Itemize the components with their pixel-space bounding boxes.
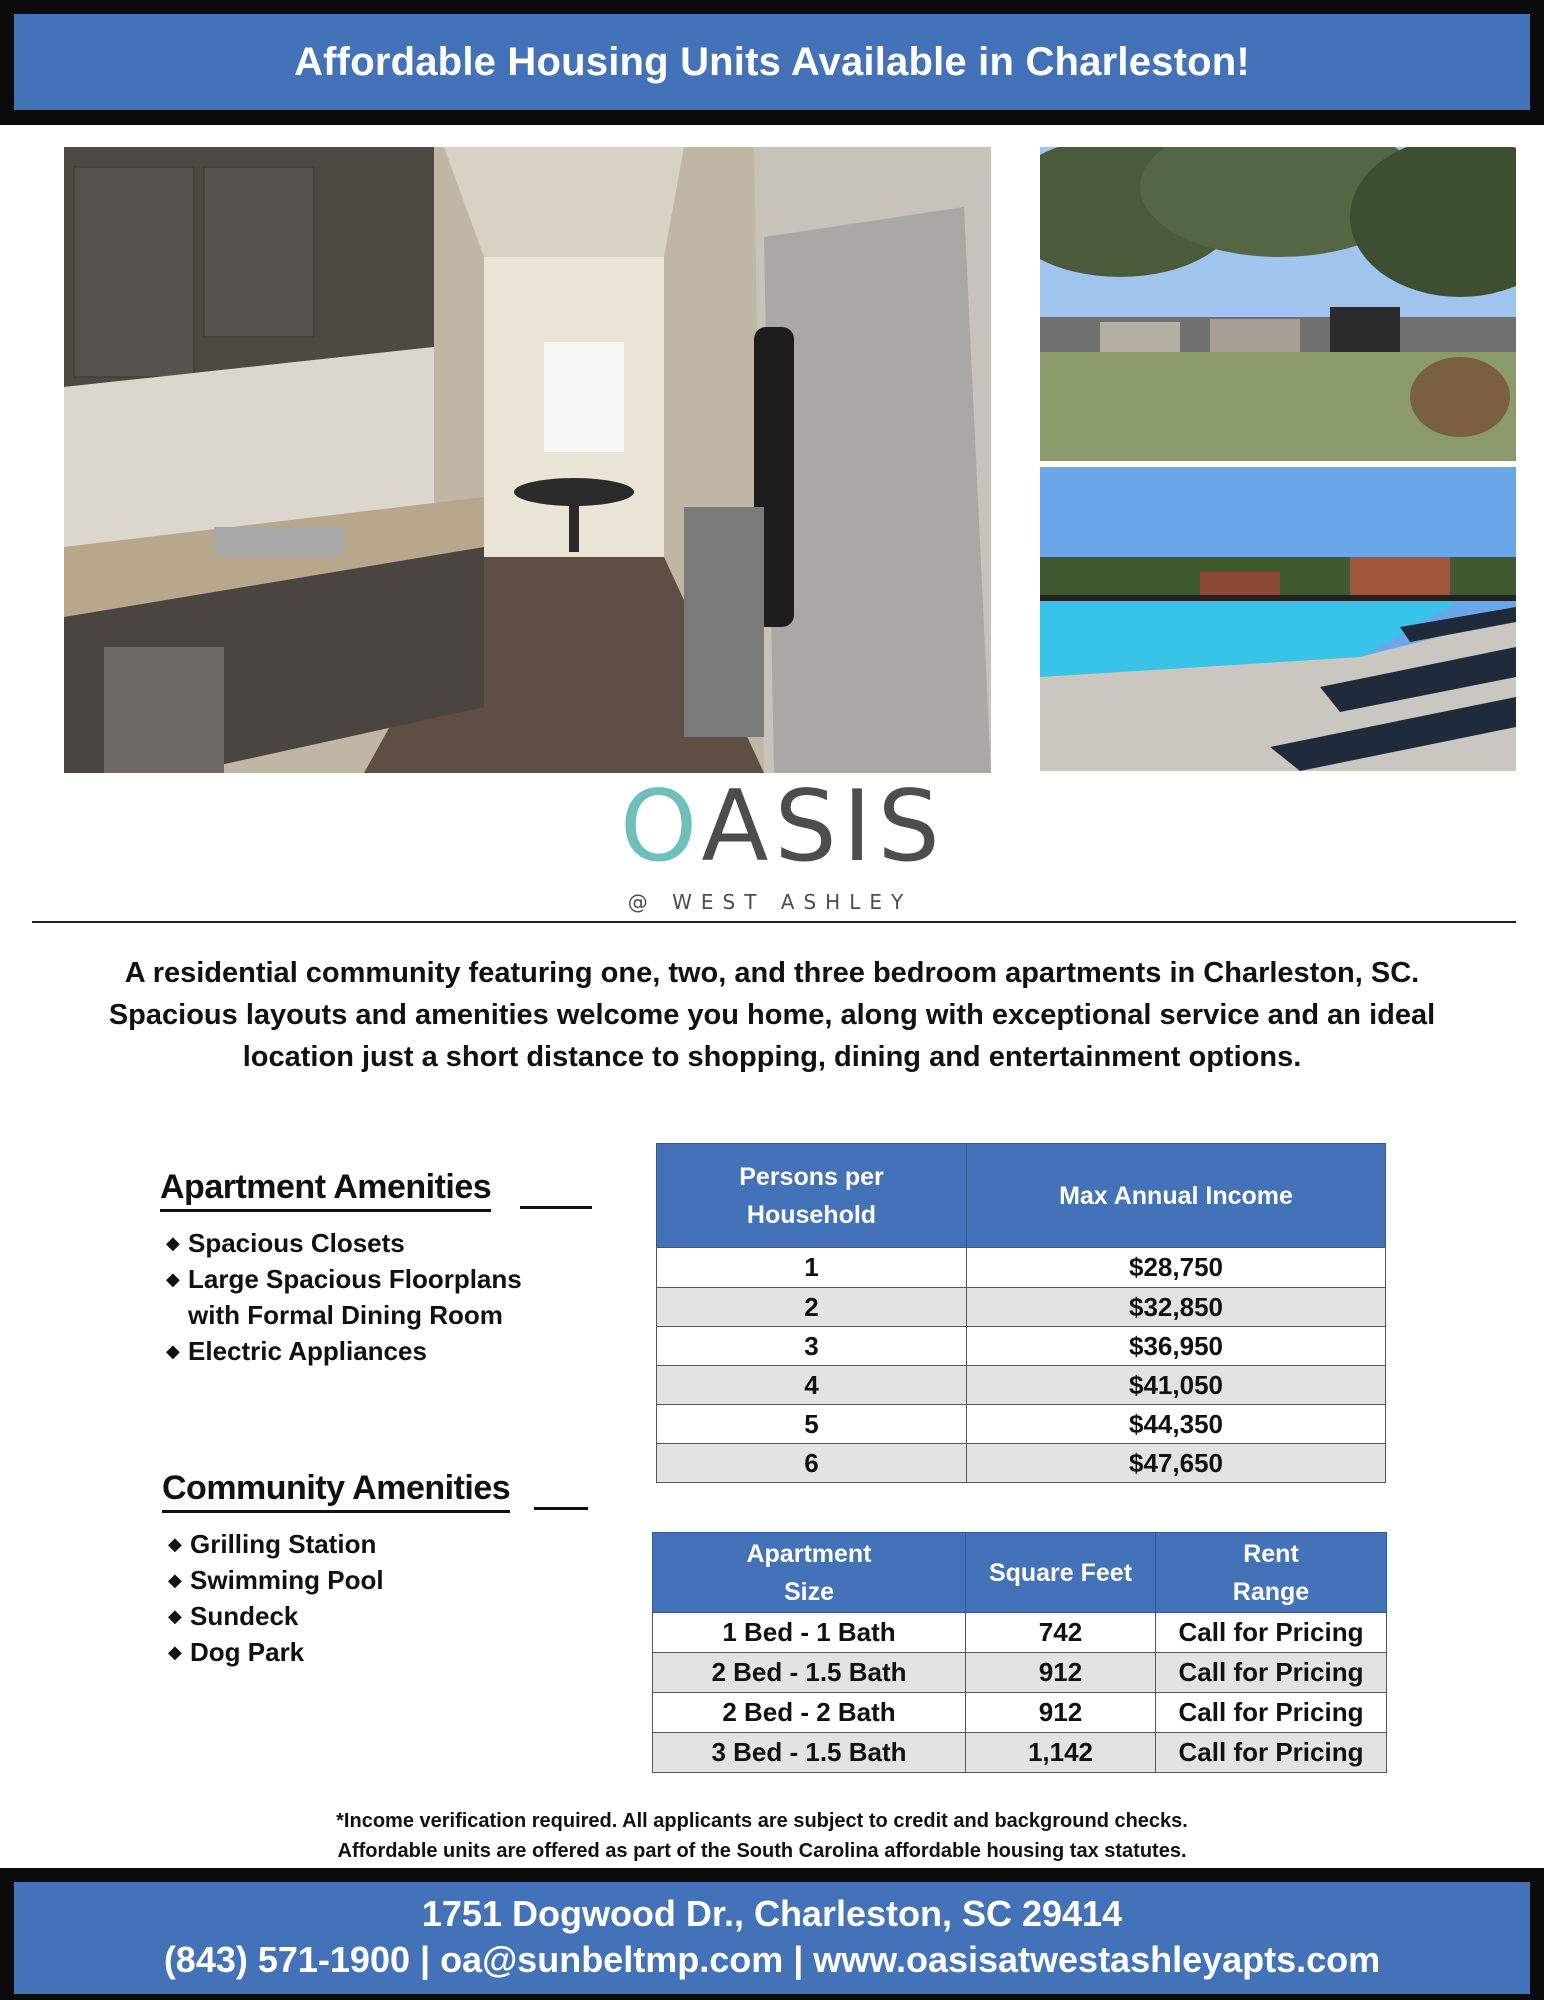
page-title: Affordable Housing Units Available in Charleston! — [294, 39, 1250, 84]
disclaimer-note — [160, 1806, 1364, 1866]
diamond-bullet-icon: ◆ — [166, 1233, 180, 1253]
heading-underline-extension — [520, 1206, 592, 1209]
list-item: ◆ Grilling Station — [168, 1526, 608, 1562]
intro-line-1: A residential community featuring one, two, and three bedroom apartments in Charleston, SC. — [124, 957, 1420, 989]
income-cell: $28,750 — [967, 1248, 1386, 1288]
intro-line-2: Spacious layouts and amenities welcome you home, along with exceptional service and an ideal — [108, 999, 1436, 1031]
income-limits-table — [656, 1143, 1386, 1483]
persons-cell: 6 — [657, 1444, 967, 1483]
list-item: ◆ Swimming Pool — [168, 1562, 608, 1598]
persons-cell: 3 — [657, 1327, 967, 1366]
table-header-row — [653, 1533, 1387, 1613]
rent-cell: Call for Pricing — [1156, 1613, 1387, 1653]
table-row — [657, 1366, 1386, 1405]
oasis-logo — [620, 770, 946, 918]
size-cell: 2 Bed - 2 Bath — [653, 1693, 966, 1733]
swimming-pool-photo — [1040, 467, 1516, 771]
sqft-cell: 1,142 — [966, 1733, 1156, 1773]
list-item: ◆ Spacious Closets — [166, 1225, 606, 1261]
persons-cell: 2 — [657, 1288, 967, 1327]
footer-contact-info: (843) 571-1900 | oa@sunbeltmp.com | www.oasisatwestashleyapts.com — [163, 1939, 1381, 1980]
rent-cell: Call for Pricing — [1156, 1693, 1387, 1733]
sqft-cell: 912 — [966, 1653, 1156, 1693]
persons-cell: 1 — [657, 1248, 967, 1288]
header-persons-per-household: Persons per Household — [657, 1144, 967, 1248]
table-row — [653, 1613, 1387, 1653]
community-amenities-heading: Community Amenities — [162, 1469, 510, 1513]
logo-wordmark — [620, 770, 946, 884]
list-item: ◆ Large Spacious Floorplans — [166, 1261, 606, 1297]
diamond-bullet-icon: ◆ — [168, 1534, 182, 1554]
list-item: ◆ Sundeck — [168, 1598, 608, 1634]
income-cell: $44,350 — [967, 1405, 1386, 1444]
header-band — [0, 0, 1544, 125]
header-max-annual-income: Max Annual Income — [967, 1144, 1386, 1248]
income-cell: $47,650 — [967, 1444, 1386, 1483]
divider-rule — [32, 921, 1516, 923]
footer-band — [0, 1868, 1544, 2000]
diamond-bullet-icon: ◆ — [168, 1570, 182, 1590]
intro-line-3: location just a short distance to shopping, dining and entertainment options. — [242, 1041, 1302, 1073]
list-item: ◆ Dog Park — [168, 1634, 608, 1670]
diamond-bullet-icon: ◆ — [168, 1606, 182, 1626]
diamond-bullet-icon: ◆ — [166, 1341, 180, 1361]
list-item: ◆ Electric Appliances — [166, 1333, 606, 1369]
table-row — [653, 1693, 1387, 1733]
header-rent-range: Rent Range — [1156, 1533, 1387, 1613]
apartment-pricing-table — [652, 1532, 1387, 1773]
grilling-area-photo — [1040, 147, 1516, 461]
header-apartment-size: Apartment Size — [653, 1533, 966, 1613]
rent-cell: Call for Pricing — [1156, 1733, 1387, 1773]
table-row — [657, 1444, 1386, 1483]
logo-letters-asis: ASIS — [701, 770, 946, 884]
table-row — [657, 1405, 1386, 1444]
apartment-amenities-heading: Apartment Amenities — [160, 1168, 491, 1212]
table-row — [657, 1248, 1386, 1288]
sqft-cell: 742 — [966, 1613, 1156, 1653]
apartment-amenities-list — [166, 1225, 606, 1369]
size-cell: 3 Bed - 1.5 Bath — [653, 1733, 966, 1773]
disclaimer-line-1: *Income verification required. All applicants are subject to credit and background checks. — [336, 1810, 1188, 1832]
size-cell: 2 Bed - 1.5 Bath — [653, 1653, 966, 1693]
persons-cell: 5 — [657, 1405, 967, 1444]
header-square-feet: Square Feet — [966, 1533, 1156, 1613]
table-row — [657, 1288, 1386, 1327]
income-cell: $36,950 — [967, 1327, 1386, 1366]
list-item-continuation: with Formal Dining Room — [188, 1300, 503, 1330]
intro-paragraph — [40, 952, 1504, 1078]
table-row — [657, 1327, 1386, 1366]
disclaimer-line-2: Affordable units are offered as part of the South Carolina affordable housing tax statutes. — [337, 1840, 1187, 1862]
kitchen-photo — [64, 147, 991, 773]
diamond-bullet-icon: ◆ — [166, 1269, 180, 1289]
heading-underline-extension — [534, 1507, 588, 1510]
table-header-row — [657, 1144, 1386, 1248]
table-row — [653, 1733, 1387, 1773]
size-cell: 1 Bed - 1 Bath — [653, 1613, 966, 1653]
footer-address: 1751 Dogwood Dr., Charleston, SC 29414 — [421, 1893, 1123, 1934]
community-amenities-list — [168, 1526, 608, 1670]
header-banner — [14, 14, 1530, 110]
sqft-cell: 912 — [966, 1693, 1156, 1733]
persons-cell: 4 — [657, 1366, 967, 1405]
rent-cell: Call for Pricing — [1156, 1653, 1387, 1693]
logo-letter-o: O — [620, 770, 702, 884]
footer-banner — [14, 1882, 1530, 1994]
table-row — [653, 1653, 1387, 1693]
diamond-bullet-icon: ◆ — [168, 1642, 182, 1662]
logo-subtitle: @ WEST ASHLEY — [627, 890, 913, 914]
income-cell: $32,850 — [967, 1288, 1386, 1327]
income-cell: $41,050 — [967, 1366, 1386, 1405]
